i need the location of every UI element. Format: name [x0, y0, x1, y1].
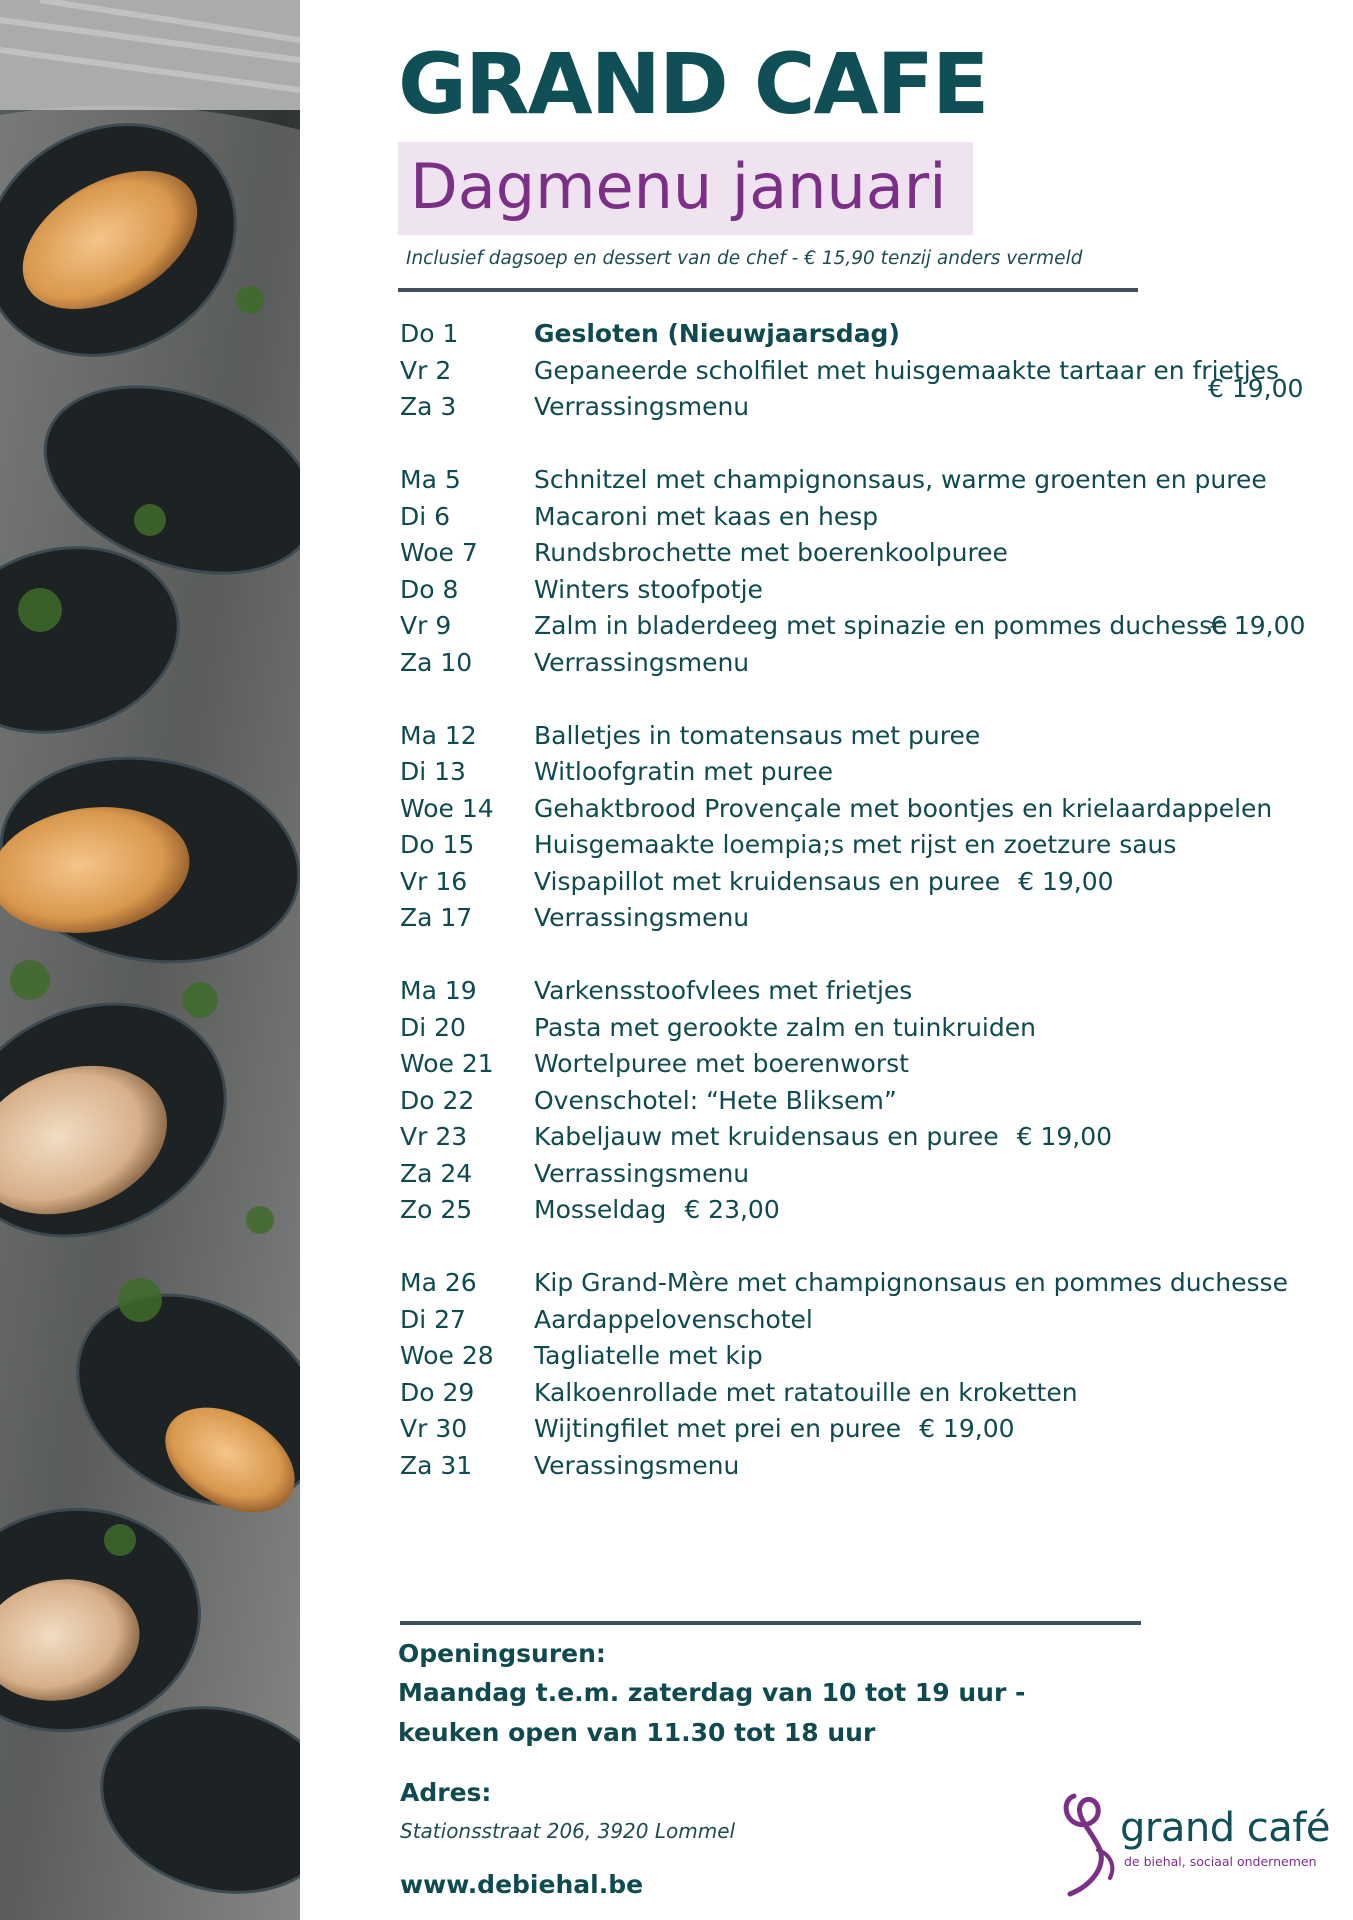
menu-day: Ma 12 [400, 720, 477, 750]
menu-dish: Gesloten (Nieuwjaarsdag) [534, 319, 900, 348]
menu-day: Woe 21 [400, 1049, 494, 1078]
menu-dish: Aardappelovenschotel [534, 1304, 813, 1334]
menu-row [398, 1192, 1328, 1229]
menu-day: Vr 2 [400, 355, 452, 385]
menu-day: Vr 30 [400, 1414, 468, 1443]
menu-row [398, 1010, 1328, 1047]
grand-cafe-logo [1060, 1788, 1350, 1898]
menu-day: Ma 19 [400, 976, 477, 1005]
menu-day: Za 31 [400, 1450, 473, 1480]
menu-dish: Pasta met gerookte zalm en tuinkruiden [534, 1012, 1036, 1042]
address-street: Stationsstraat 206, 3920 Lommel [400, 1819, 736, 1843]
menu-day: Do 15 [400, 830, 475, 859]
menu-row [398, 1265, 1328, 1302]
menu-dish: Macaroni met kaas en hesp [534, 501, 879, 531]
menu-list [398, 316, 1328, 1484]
menu-dish-cell [534, 572, 763, 608]
menu-dish-cell [534, 973, 912, 1009]
divider-top [398, 288, 1138, 292]
menu-price: € 19,00 [919, 1414, 1015, 1443]
menu-row [398, 316, 1328, 353]
menu-day: Ma 5 [400, 465, 461, 494]
menu-dish: Verrassingsmenu [534, 903, 750, 932]
menu-row [398, 499, 1328, 536]
menu-row [398, 645, 1328, 682]
menu-day: Za 24 [400, 1158, 473, 1188]
menu-dish: Zalm in bladerdeeg met spinazie en pommes duchesse [534, 611, 1228, 640]
menu-dish: Verassingsmenu [534, 1450, 740, 1480]
menu-dish-cell [534, 1338, 763, 1374]
menu-dish-cell [534, 1119, 1112, 1155]
menu-price: € 19,00 [1210, 611, 1306, 640]
tagline: Inclusief dagsoep en dessert van de chef - € 15,90 tenzij anders vermeld [406, 248, 1083, 269]
menu-row [398, 1156, 1328, 1193]
menu-dish-cell [534, 1302, 813, 1338]
menu-day: Do 8 [400, 574, 459, 604]
menu-dish: Verrassingsmenu [534, 392, 750, 421]
subtitle-highlight [398, 142, 973, 235]
menu-row [398, 1338, 1328, 1375]
menu-dish-cell [534, 754, 833, 790]
menu-row [398, 754, 1328, 791]
menu-dish-cell [534, 389, 749, 425]
menu-day: Vr 16 [400, 866, 468, 896]
menu-dish: Verrassingsmenu [534, 1158, 750, 1188]
menu-day: Do 29 [400, 1377, 475, 1407]
menu-dish-cell [534, 1156, 749, 1192]
menu-dish: Kabeljauw met kruidensaus en puree [534, 1122, 999, 1151]
menu-dish: Wortelpuree met boerenworst [534, 1049, 909, 1078]
menu-day: Vr 9 [400, 611, 452, 640]
address-title: Adres: [400, 1778, 492, 1807]
menu-row [398, 1046, 1328, 1083]
menu-dish-cell [534, 1010, 1036, 1046]
menu-day: Do 1 [400, 319, 459, 348]
menu-dish: Gehaktbrood Provençale met boontjes en krielaardappelen [534, 793, 1273, 823]
menu-day: Za 17 [400, 903, 473, 932]
menu-dish: Schnitzel met champignonsaus, warme groenten en puree [534, 465, 1267, 494]
menu-price: € 19,00 [1018, 866, 1114, 896]
menu-row [398, 1302, 1328, 1339]
menu-row [398, 1083, 1328, 1120]
menu-dish-cell [534, 645, 749, 681]
menu-dish-cell [534, 353, 1279, 389]
menu-dish: Kip Grand-Mère met champignonsaus en pommes duchesse [534, 1268, 1288, 1297]
menu-row [398, 572, 1328, 609]
menu-day: Di 6 [400, 501, 451, 531]
menu-row [398, 462, 1328, 499]
menu-row [398, 827, 1328, 864]
menu-day: Di 13 [400, 757, 466, 786]
menu-dish: Wijtingfilet met prei en puree [534, 1414, 902, 1443]
menu-dish: Rundsbrochette met boerenkoolpuree [534, 538, 1008, 567]
menu-day: Vr 23 [400, 1122, 468, 1151]
kitchen-hours-line: keuken open van 11.30 tot 18 uur [398, 1718, 876, 1747]
menu-dish: Mosseldag [534, 1195, 667, 1224]
menu-dish-cell [534, 1448, 739, 1484]
menu-row [398, 1411, 1328, 1448]
menu-day: Do 22 [400, 1085, 475, 1115]
menu-dish-cell [534, 499, 878, 535]
mussels-photo [0, 0, 300, 1920]
menu-day: Di 20 [400, 1012, 466, 1042]
menu-dish-cell [534, 1265, 1288, 1301]
menu-row [398, 791, 1328, 828]
menu-dish-cell [534, 1411, 1015, 1447]
menu-dish: Varkensstoofvlees met frietjes [534, 976, 913, 1005]
menu-dish: Verrassingsmenu [534, 647, 750, 677]
menu-dish-cell [534, 718, 980, 754]
menu-dish: Ovenschotel: “Hete Bliksem” [534, 1085, 897, 1115]
menu-price: € 23,00 [684, 1195, 780, 1224]
menu-row [398, 535, 1328, 572]
menu-dish-cell [534, 1046, 909, 1082]
menu-dish-cell [534, 535, 1008, 571]
menu-dish-cell [534, 462, 1267, 498]
menu-dish: Vispapillot met kruidensaus en puree [534, 866, 1001, 896]
opening-hours-title: Openingsuren: [398, 1639, 606, 1668]
menu-dish: Gepaneerde scholfilet met huisgemaakte tartaar en frietjes [534, 355, 1280, 385]
logo-tagline: de biehal, sociaal ondernemen [1124, 1854, 1317, 1869]
menu-dish-cell [534, 1083, 897, 1119]
menu-price: € 19,00 [1208, 373, 1304, 403]
menu-dish: Kalkoenrollade met ratatouille en kroketten [534, 1377, 1078, 1407]
menu-content [398, 0, 1328, 1920]
menu-dish-cell [534, 827, 1176, 863]
website-link[interactable]: www.debiehal.be [400, 1870, 644, 1899]
menu-row [398, 1448, 1328, 1485]
menu-row [398, 864, 1328, 901]
menu-dish: Huisgemaakte loempia;s met rijst en zoetzure saus [534, 830, 1177, 859]
page-subtitle: Dagmenu januari [410, 150, 947, 223]
menu-dish: Balletjes in tomatensaus met puree [534, 720, 981, 750]
menu-dish: Tagliatelle met kip [534, 1341, 763, 1370]
menu-day: Ma 26 [400, 1268, 477, 1297]
menu-day: Woe 7 [400, 538, 478, 567]
menu-row [398, 1375, 1328, 1412]
menu-day: Woe 14 [400, 793, 494, 823]
menu-dish-cell [534, 791, 1272, 827]
menu-row [398, 718, 1328, 755]
menu-row [398, 900, 1328, 937]
menu-dish: Witloofgratin met puree [534, 757, 833, 786]
menu-row [398, 353, 1328, 403]
menu-dish-cell [534, 864, 1114, 900]
page-title: GRAND CAFE [398, 35, 988, 133]
menu-day: Di 27 [400, 1304, 466, 1334]
menu-day: Woe 28 [400, 1341, 494, 1370]
menu-row [398, 608, 1328, 645]
menu-row [398, 1119, 1328, 1156]
menu-dish-cell [534, 608, 1228, 644]
menu-day: Za 10 [400, 647, 473, 677]
menu-dish-cell [534, 1192, 780, 1228]
mussels-illustration [0, 0, 300, 1920]
logo-name: grand café [1120, 1805, 1330, 1851]
menu-row [398, 389, 1328, 426]
opening-hours-line: Maandag t.e.m. zaterdag van 10 tot 19 uur - [398, 1678, 1026, 1707]
menu-day: Zo 25 [400, 1195, 473, 1224]
heart-ribbon-icon [1060, 1790, 1122, 1898]
menu-row [398, 973, 1328, 1010]
menu-dish: Winters stoofpotje [534, 574, 763, 604]
menu-price: € 19,00 [1016, 1122, 1113, 1151]
menu-day: Za 3 [400, 392, 457, 421]
divider-bottom [400, 1621, 1141, 1625]
menu-dish-cell [534, 316, 900, 352]
menu-dish-cell [534, 1375, 1078, 1411]
menu-dish-cell [534, 900, 749, 936]
